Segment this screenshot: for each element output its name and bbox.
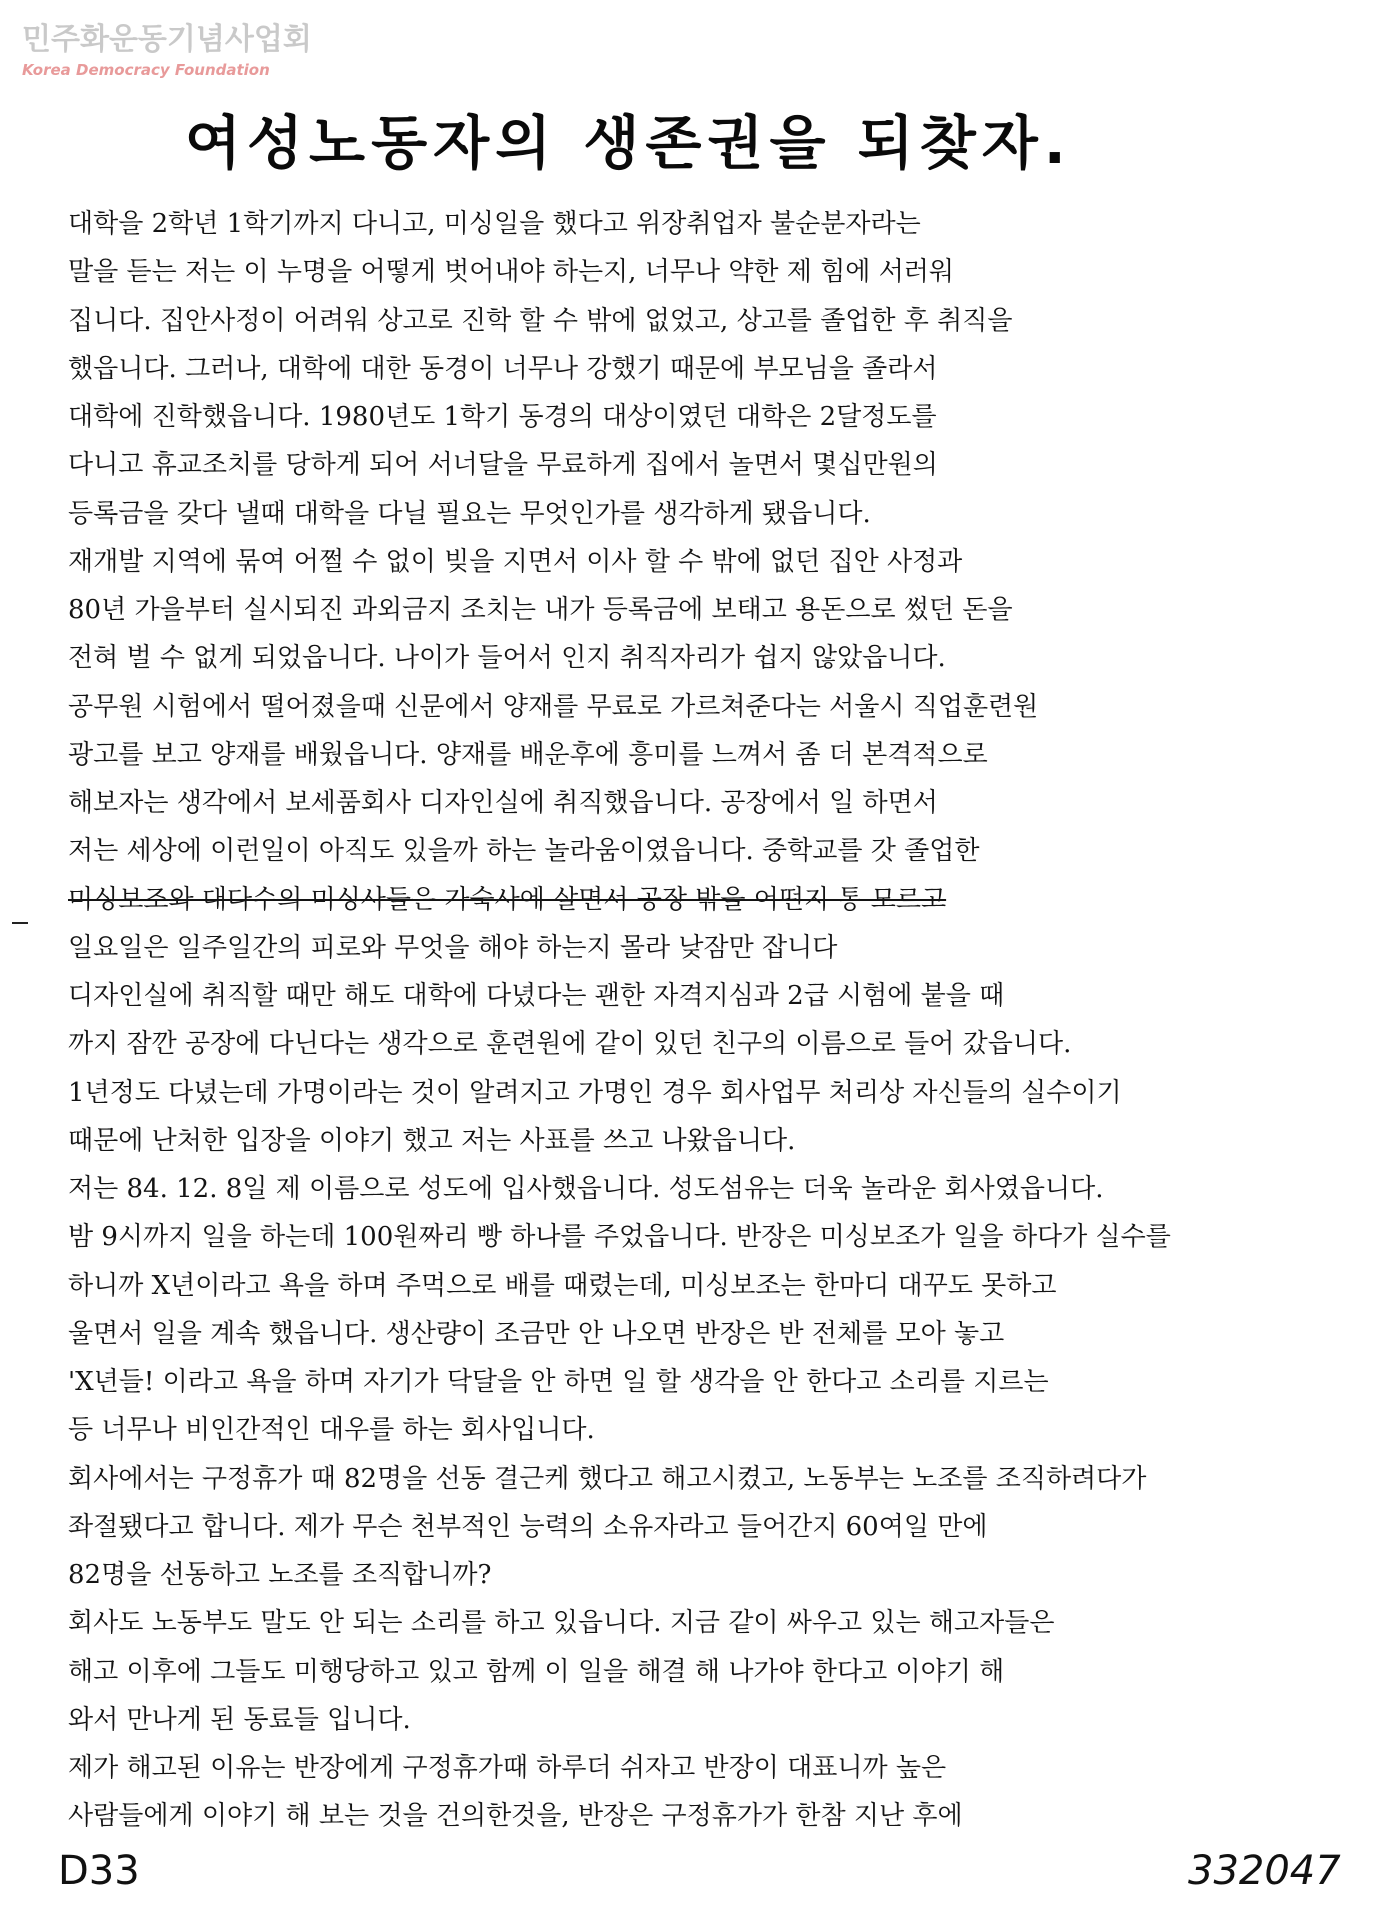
body-line-text: 회사도 노동부도 말도 안 되는 소리를 하고 있읍니다. 지금 같이 싸우고 있는 해고자들은 xyxy=(68,1608,1055,1639)
body-line-text: 때문에 난처한 입장을 이야기 했고 저는 사표를 쓰고 나왔읍니다. xyxy=(68,1125,796,1156)
body-line xyxy=(68,1310,1338,1358)
body-line xyxy=(68,393,1338,441)
body-line-text: 했읍니다. 그러나, 대학에 대한 동경이 너무나 강했기 때문에 부모님을 졸라서 xyxy=(68,353,938,384)
body-line-text: 80년 가을부터 실시되진 과외금지 조치는 내가 등록금에 보태고 용돈으로 썼던 돈을 xyxy=(68,595,1013,625)
body-line-text: 좌절됐다고 합니다. 제가 무슨 천부적인 능력의 소유자라고 들어간지 60여일 만에 xyxy=(68,1511,988,1542)
archive-number-right: 332047 xyxy=(1188,1848,1341,1894)
body-line-text: 사람들에게 이야기 해 보는 것을 건의한것을, 반장은 구정휴가가 한참 지난 후에 xyxy=(68,1801,963,1832)
body-line xyxy=(68,586,1338,634)
body-line xyxy=(68,1358,1338,1406)
body-line-text: 밤 9시까지 일을 하는데 100원짜리 빵 하나를 주었읍니다. 반장은 미싱보조가 일을 하다가 실수를 xyxy=(68,1222,1171,1253)
body-line xyxy=(68,1117,1338,1165)
body-line xyxy=(68,1165,1338,1213)
body-line-text: 재개발 지역에 묶여 어쩔 수 없이 빚을 지면서 이사 할 수 밖에 없던 집안 사정과 xyxy=(68,546,963,577)
body-line xyxy=(68,1792,1338,1840)
body-line xyxy=(68,441,1338,489)
body-line xyxy=(68,490,1338,538)
body-line-text: 등 너무나 비인간적인 대우를 하는 회사입니다. xyxy=(68,1415,595,1446)
body-line-text: 광고를 보고 양재를 배웠읍니다. 양재를 배운후에 흥미를 느껴서 좀 더 본격적으로 xyxy=(68,739,988,770)
body-line xyxy=(68,1503,1338,1551)
body-line xyxy=(68,1069,1338,1117)
body-line-text: 집니다. 집안사정이 어려워 상고로 진학 할 수 밖에 없었고, 상고를 졸업한 후 취직을 xyxy=(68,305,1013,336)
body-line-text: 미싱보조와 대다수의 미싱사들은 가숙사에 살면서 공장 밖을 어떤지 통 모르고 xyxy=(68,884,947,915)
body-line xyxy=(68,1262,1338,1310)
body-line-text: 등록금을 갖다 낼때 대학을 다닐 필요는 무엇인가를 생각하게 됐읍니다. xyxy=(68,498,871,529)
body-line-text: 울면서 일을 계속 했읍니다. 생산량이 조금만 안 나오면 반장은 반 전체를 모아 놓고 xyxy=(68,1318,1005,1349)
body-line xyxy=(68,634,1338,682)
body-line xyxy=(68,731,1338,779)
archive-mark-left: D33 xyxy=(58,1848,140,1894)
body-line xyxy=(68,1455,1338,1503)
handwritten-body xyxy=(68,200,1338,1841)
body-line xyxy=(68,1648,1338,1696)
body-line xyxy=(68,1406,1338,1454)
body-line-text: 와서 만나게 된 동료들 입니다. xyxy=(68,1704,411,1735)
body-line xyxy=(68,779,1338,827)
body-line-text: 하니까 X년이라고 욕을 하며 주먹으로 배를 때렸는데, 미싱보조는 한마디 대꾸도 못하고 xyxy=(68,1270,1057,1301)
watermark-english: Korea Democracy Foundation xyxy=(22,61,270,79)
body-line xyxy=(68,1599,1338,1647)
body-line-text: 'X년들! 이라고 욕을 하며 자기가 닥달을 안 하면 일 할 생각을 안 한다고 소리를 지르는 xyxy=(68,1367,1049,1397)
body-line-text: 대학에 진학했읍니다. 1980년도 1학기 동경의 대상이였던 대학은 2달정도를 xyxy=(68,402,937,432)
body-line xyxy=(68,876,1338,924)
body-line-text: 해보자는 생각에서 보세품회사 디자인실에 취직했읍니다. 공장에서 일 하면서 xyxy=(68,788,938,818)
body-line xyxy=(68,538,1338,586)
body-line xyxy=(68,683,1338,731)
body-line xyxy=(68,248,1338,296)
body-line xyxy=(68,345,1338,393)
document-title: 여성노동자의 생존권을 되찾자. xyxy=(185,109,1072,177)
body-line-text: 해고 이후에 그들도 미행당하고 있고 함께 이 일을 해결 해 나가야 한다고 이야기 해 xyxy=(68,1656,1005,1687)
watermark-korean: 민주화운동기념사업회 xyxy=(22,22,312,57)
body-line xyxy=(68,972,1338,1020)
body-line-text: 까지 잠깐 공장에 다닌다는 생각으로 훈련원에 같이 있던 친구의 이름으로 들어 갔읍니다. xyxy=(68,1029,1072,1060)
body-line-text: 전혀 벌 수 없게 되었읍니다. 나이가 들어서 인지 취직자리가 쉽지 않았읍니다. xyxy=(68,643,946,674)
body-line-text: 공무원 시험에서 떨어졌을때 신문에서 양재를 무료로 가르쳐준다는 서울시 직업훈련원 xyxy=(68,691,1039,722)
body-line-text: 다니고 휴교조치를 당하게 되어 서너달을 무료하게 집에서 놀면서 몇십만원의 xyxy=(68,450,938,481)
body-line-text: 1년정도 다녔는데 가명이라는 것이 알려지고 가명인 경우 회사업무 처리상 자신들의 실수이기 xyxy=(68,1077,1122,1108)
body-line-text: 저는 84. 12. 8일 제 이름으로 성도에 입사했읍니다. 성도섬유는 더욱 놀라운 회사였읍니다. xyxy=(68,1174,1104,1204)
body-line xyxy=(68,1551,1338,1599)
body-line xyxy=(68,1020,1338,1068)
body-line-text: 82명을 선동하고 노조를 조직합니까? xyxy=(68,1560,492,1590)
body-line xyxy=(68,1744,1338,1792)
body-line-text: 저는 세상에 이런일이 아직도 있을까 하는 놀라움이였읍니다. 중학교를 갓 졸업한 xyxy=(68,836,980,867)
body-line-text: 제가 해고된 이유는 반장에게 구정휴가때 하루더 쉬자고 반장이 대표니까 높은 xyxy=(68,1753,947,1783)
margin-dash xyxy=(12,922,28,924)
body-line xyxy=(68,827,1338,875)
body-line-text: 말을 듣는 저는 이 누명을 어떻게 벗어내야 하는지, 너무나 약한 제 힘에 서러워 xyxy=(68,257,955,288)
body-line-text: 일요일은 일주일간의 피로와 무엇을 해야 하는지 몰라 낮잠만 잡니다 xyxy=(68,932,838,963)
body-line-text: 회사에서는 구정휴가 때 82명을 선동 결근케 했다고 해고시켰고, 노동부는 노조를 조직하려다가 xyxy=(68,1463,1147,1494)
body-line-text: 대학을 2학년 1학기까지 다니고, 미싱일을 했다고 위장취업자 불순분자라는 xyxy=(68,209,921,239)
body-line-text: 디자인실에 취직할 때만 해도 대학에 다녔다는 괜한 자격지심과 2급 시험에 붙을 때 xyxy=(68,981,1005,1011)
body-line xyxy=(68,200,1338,248)
body-line xyxy=(68,1213,1338,1261)
foundation-watermark xyxy=(22,22,312,80)
body-line xyxy=(68,1696,1338,1744)
body-line xyxy=(68,297,1338,345)
body-line xyxy=(68,924,1338,972)
